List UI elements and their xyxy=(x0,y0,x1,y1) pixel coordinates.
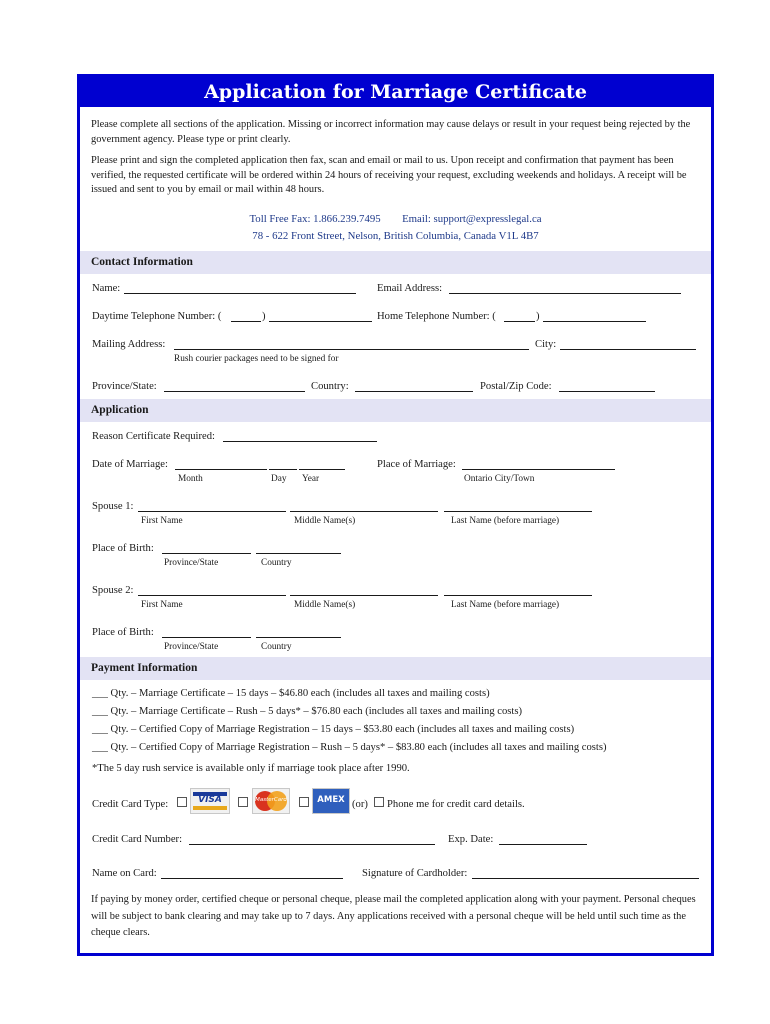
toll-free-fax: Toll Free Fax: 1.866.239.7495 xyxy=(249,213,381,225)
first-name-caption: First Name xyxy=(141,516,183,526)
middle-name-caption: Middle Name(s) xyxy=(294,600,356,610)
application-form: Application for Marriage Certificate Please complete all sections of the application. Missing or incorrect information may cause delays or result in your request being rejected by the government agency. Please type or print clearly. Please print and sign the completed application then fax, scan and email or mail to us. Upon receipt and confirmation that payment has been verified, the requested certificate will be ordered within 24 hours of receiving your request, excluding weekends and holidays. A receipt will be issued and sent to you by email or mail within 48 hours. Toll Free Fax: 1.866.239.7495 Email: support@expresslegal.ca 78 - 622 Front Street, Nelson, British Columbia, Canada V1L 4B7 Contact Information Name: Email Address: Daytime Telephone Number: ( ) Home Telephone Number: ( ) Mailing Address: City: Rush courier packages need to be signed for Province/State: Country: Postal/Zip Code: Application Reason Certificate Required: Date of Marriage: Month Day Year Place of Marriage: Ontario City/Town Spouse 1: First Name Middle Name(s) Last Name (before marriage) Place of Birth: Province/State Country Spouse 2: First Name Middle Name(s) Last Name (before marriage) Place of Birth: Province/State Country Payment Information ___ Qty. – Marriage Certificate – 15 days – $46.80 each (includes all taxes and mailing costs) ___ Qty. – Marriage Certificate – Rush – 5 days* – $76.80 each (includes all taxes and mailing costs) ___ Qty. – Certified Copy of Marriage Registration – 15 days – $53.80 each (includes all taxes and mailing costs) ___ Qty. – Certified Copy of Marriage Registration – Rush – 5 days* – $83.80 each (includes all taxes and mailing costs) *The 5 day rush service is available only if marriage took place after 1990. Credit Card Type: VISA MasterCard AMEX (or) Phone me for credit card details. Credit Card Number: Exp. Date: Name on Card: Signature of Cardholder: If paying by money order, certified cheque or personal cheque, please mail the completed application along with your payment. Personal cheques will be subject to bank clearing and may take up to 7 days. Any applications received with a personal cheque will be held until such time as the cheque clears. xyxy=(77,74,714,956)
spouse2-last-field[interactable] xyxy=(444,595,592,596)
payment-footer-note: If paying by money order, certified cheque or personal cheque, please mail the completed application along with your payment. Personal cheques will be subject to bank clearing and may take up to 7 days. Any applications received with a personal cheque will be held until such time as the cheque clears. xyxy=(91,894,696,938)
reason-field[interactable] xyxy=(223,441,377,442)
pob2-country-field[interactable] xyxy=(256,637,341,638)
phone-me-checkbox[interactable] xyxy=(374,797,384,807)
exp-date-label: Exp. Date: xyxy=(448,834,494,845)
email-field[interactable] xyxy=(449,293,681,294)
home-phone-field[interactable] xyxy=(543,321,646,322)
mastercard-checkbox[interactable] xyxy=(238,797,248,807)
home-phone-label: Home Telephone Number: ( xyxy=(377,311,496,322)
day-phone-field[interactable] xyxy=(269,321,372,322)
phone-me-label: Phone me for credit card details. xyxy=(387,799,525,810)
date-of-marriage-label: Date of Marriage: xyxy=(92,459,168,470)
intro-paragraph-1: Please complete all sections of the application. Missing or incorrect information may cause delays or result in your request being rejected by the government agency. Please type or print clearly. xyxy=(91,119,691,145)
province-field[interactable] xyxy=(164,391,305,392)
country-caption: Country xyxy=(261,558,292,568)
place-of-marriage-label: Place of Marriage: xyxy=(377,459,456,470)
form-title: Application for Marriage Certificate xyxy=(80,77,711,107)
support-email: Email: support@expresslegal.ca xyxy=(402,213,542,225)
home-phone-area-field[interactable] xyxy=(504,321,535,322)
place-caption: Ontario City/Town xyxy=(464,474,535,484)
marriage-month-field[interactable] xyxy=(175,469,267,470)
name-label: Name: xyxy=(92,283,121,294)
city-field[interactable] xyxy=(560,349,696,350)
signature-label: Signature of Cardholder: xyxy=(362,868,468,879)
reason-label: Reason Certificate Required: xyxy=(92,431,215,442)
contact-section-heading: Contact Information xyxy=(80,251,711,274)
province-state-caption: Province/State xyxy=(164,558,219,568)
last-name-caption: Last Name (before marriage) xyxy=(451,600,560,610)
day-phone-label: Daytime Telephone Number: ( xyxy=(92,311,222,322)
mastercard-logo: MasterCard xyxy=(252,788,290,814)
card-number-label: Credit Card Number: xyxy=(92,834,183,845)
spouse1-middle-field[interactable] xyxy=(290,511,438,512)
card-type-label: Credit Card Type: xyxy=(92,799,169,810)
payment-option-2[interactable]: ___ Qty. – Marriage Certificate – Rush – 5 days* – $76.80 each (includes all taxes and mailing costs) xyxy=(92,706,523,717)
year-caption: Year xyxy=(302,474,320,484)
postal-field[interactable] xyxy=(559,391,655,392)
first-name-caption: First Name xyxy=(141,600,183,610)
day-phone-area-field[interactable] xyxy=(231,321,261,322)
middle-name-caption: Middle Name(s) xyxy=(294,516,356,526)
country-field[interactable] xyxy=(355,391,473,392)
name-field[interactable] xyxy=(124,293,356,294)
month-caption: Month xyxy=(178,474,203,484)
or-label: (or) xyxy=(352,799,368,810)
day-caption: Day xyxy=(271,474,287,484)
province-label: Province/State: xyxy=(92,381,157,392)
mailing-address-line: 78 - 622 Front Street, Nelson, British Columbia, Canada V1L 4B7 xyxy=(252,230,539,242)
rush-note: *The 5 day rush service is available only if marriage took place after 1990. xyxy=(92,763,410,774)
card-number-field[interactable] xyxy=(189,844,435,845)
signature-field[interactable] xyxy=(472,878,699,879)
pob1-country-field[interactable] xyxy=(256,553,341,554)
place-of-marriage-field[interactable] xyxy=(462,469,615,470)
spouse2-label: Spouse 2: xyxy=(92,585,134,596)
country-caption: Country xyxy=(261,642,292,652)
payment-section-heading: Payment Information xyxy=(80,657,711,680)
spouse1-last-field[interactable] xyxy=(444,511,592,512)
visa-logo: VISA xyxy=(190,788,230,814)
name-on-card-label: Name on Card: xyxy=(92,868,157,879)
spouse2-middle-field[interactable] xyxy=(290,595,438,596)
payment-option-4[interactable]: ___ Qty. – Certified Copy of Marriage Registration – Rush – 5 days* – $83.80 each (includes all taxes and mailing costs) xyxy=(92,742,607,753)
mailing-address-label: Mailing Address: xyxy=(92,339,166,350)
payment-option-3[interactable]: ___ Qty. – Certified Copy of Marriage Registration – 15 days – $53.80 each (includes all taxes and mailing costs) xyxy=(92,724,575,735)
country-label: Country: xyxy=(311,381,349,392)
courier-note: Rush courier packages need to be signed for xyxy=(174,354,339,364)
last-name-caption: Last Name (before marriage) xyxy=(451,516,560,526)
city-label: City: xyxy=(535,339,557,350)
visa-checkbox[interactable] xyxy=(177,797,187,807)
place-of-birth-1-label: Place of Birth: xyxy=(92,543,154,554)
contact-fax-email xyxy=(80,213,711,225)
pob1-province-field[interactable] xyxy=(162,553,251,554)
intro-paragraph-2: Please print and sign the completed application then fax, scan and email or mail to us. Upon receipt and confirmation that payment has been verified, the requested certificate will be ordered within 24 hours of receiving your request, excluding weekends and holidays. A receipt will be issued and sent to you by email or mail within 48 hours. xyxy=(91,155,687,195)
payment-option-1[interactable]: ___ Qty. – Marriage Certificate – 15 days – $46.80 each (includes all taxes and mailing costs) xyxy=(92,688,490,699)
pob2-province-field[interactable] xyxy=(162,637,251,638)
spouse1-label: Spouse 1: xyxy=(92,501,134,512)
place-of-birth-2-label: Place of Birth: xyxy=(92,627,154,638)
spouse2-first-field[interactable] xyxy=(138,595,286,596)
amex-logo: AMEX xyxy=(312,788,350,814)
mailing-address-field[interactable] xyxy=(174,349,529,350)
name-on-card-field[interactable] xyxy=(161,878,343,879)
marriage-year-field[interactable] xyxy=(299,469,345,470)
application-section-heading: Application xyxy=(80,399,711,422)
province-state-caption: Province/State xyxy=(164,642,219,652)
postal-label: Postal/Zip Code: xyxy=(480,381,552,392)
exp-date-field[interactable] xyxy=(499,844,587,845)
amex-checkbox[interactable] xyxy=(299,797,309,807)
marriage-day-field[interactable] xyxy=(269,469,297,470)
email-label: Email Address: xyxy=(377,283,443,294)
spouse1-first-field[interactable] xyxy=(138,511,286,512)
